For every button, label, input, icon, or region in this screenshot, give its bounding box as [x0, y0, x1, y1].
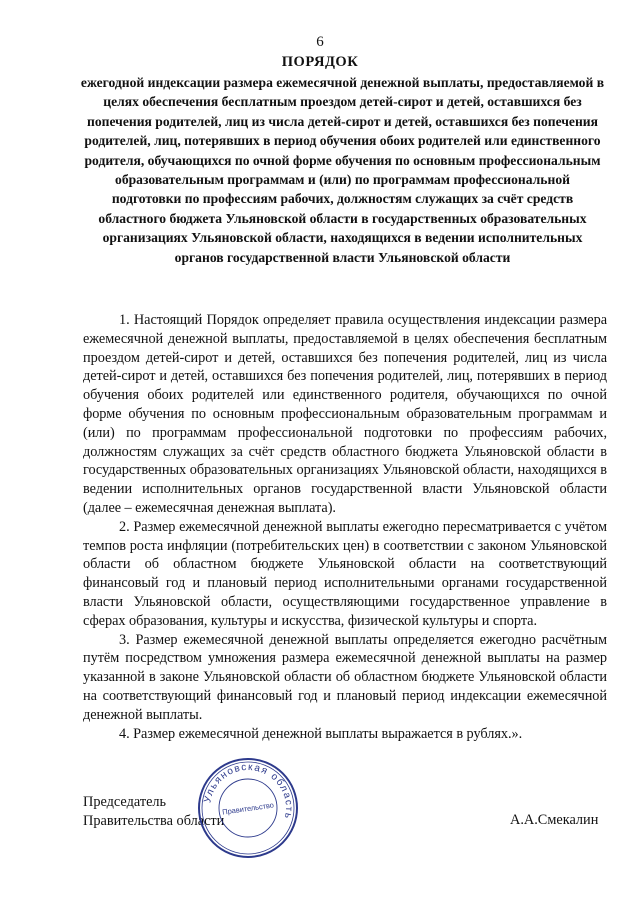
document-title: ПОРЯДОК	[281, 54, 359, 70]
paragraph-3: 3. Размер ежемесячной денежной выплаты определяется ежегодно расчётным путём посредством умножения размера ежемесячной денежной выплаты на размер указанной в законе Ульяновской области об областном бюджете Ульяновской области на соответствующий финансовый год и плановый период индексации ежемесячной денежной выплаты.	[83, 631, 607, 723]
svg-text:Ульяновская область: Ульяновская область	[202, 761, 295, 821]
signature-position-line-1: Председатель	[83, 794, 167, 810]
signature-name: А.А.Смекалин	[510, 812, 599, 828]
document-body	[83, 311, 607, 743]
official-seal-stamp	[196, 756, 300, 860]
document-subtitle: ежегодной индексации размера ежемесячной денежной выплаты, предоставляемой в целях обеспечения бесплатным проездом детей-сирот и детей, оставшихся без попечения родителей, лиц из числа детей-сирот и детей, оставшихся без попечения родителей, лиц, потерявших в период обучения обоих родителей или единственного родителя, обучающихся по очной форме обучения по основным профессиональным образовательным программам и (или) по программам профессиональной подготовки по профессиям рабочих, должностям служащих за счёт средств областного бюджета Ульяновской области в государственных образовательных организациях Ульяновской области, находящихся в ведении исполнительных органов государственной власти Ульяновской области	[80, 75, 605, 265]
page-number: 6	[316, 34, 324, 50]
paragraph-2: 2. Размер ежемесячной денежной выплаты ежегодно пересматривается с учётом темпов роста инфляции (потребительских цен) в соответствии с законом Ульяновской области об областном бюджете Ульяновской области на соответствующий финансовый год и плановый период исполнительными органами государственной власти Ульяновской области, осуществляющими государственное управление в сферах образования, культуры и искусства, физической культуры и спорта.	[83, 518, 607, 629]
paragraph-4: 4. Размер ежемесячной денежной выплаты выражается в рублях.».	[119, 725, 523, 742]
signature-position-line-2: Правительства области	[83, 812, 225, 829]
svg-text:Правительство: Правительство	[221, 800, 275, 817]
paragraph-1: 1. Настоящий Порядок определяет правила осуществления индексации размера ежемесячной денежной выплаты, предоставляемой в целях обеспечения бесплатным проездом детей-сирот и детей, оставшихся без попечения родителей, лиц из числа детей-сирот и детей, оставшихся без попечения родителей, лиц, потерявших в период обучения обоих родителей или единственного родителя, обучающихся по очной форме обучения по основным профессиональным образовательным программам и (или) по программам профессиональной подготовки по профессиям рабочих, должностям служащих за счёт средств областного бюджета Ульяновской области в государственных образовательных организациях Ульяновской области, находящихся в ведении исполнительных органов государственной власти Ульяновской области (далее – ежемесячная денежная выплата).	[83, 312, 607, 516]
